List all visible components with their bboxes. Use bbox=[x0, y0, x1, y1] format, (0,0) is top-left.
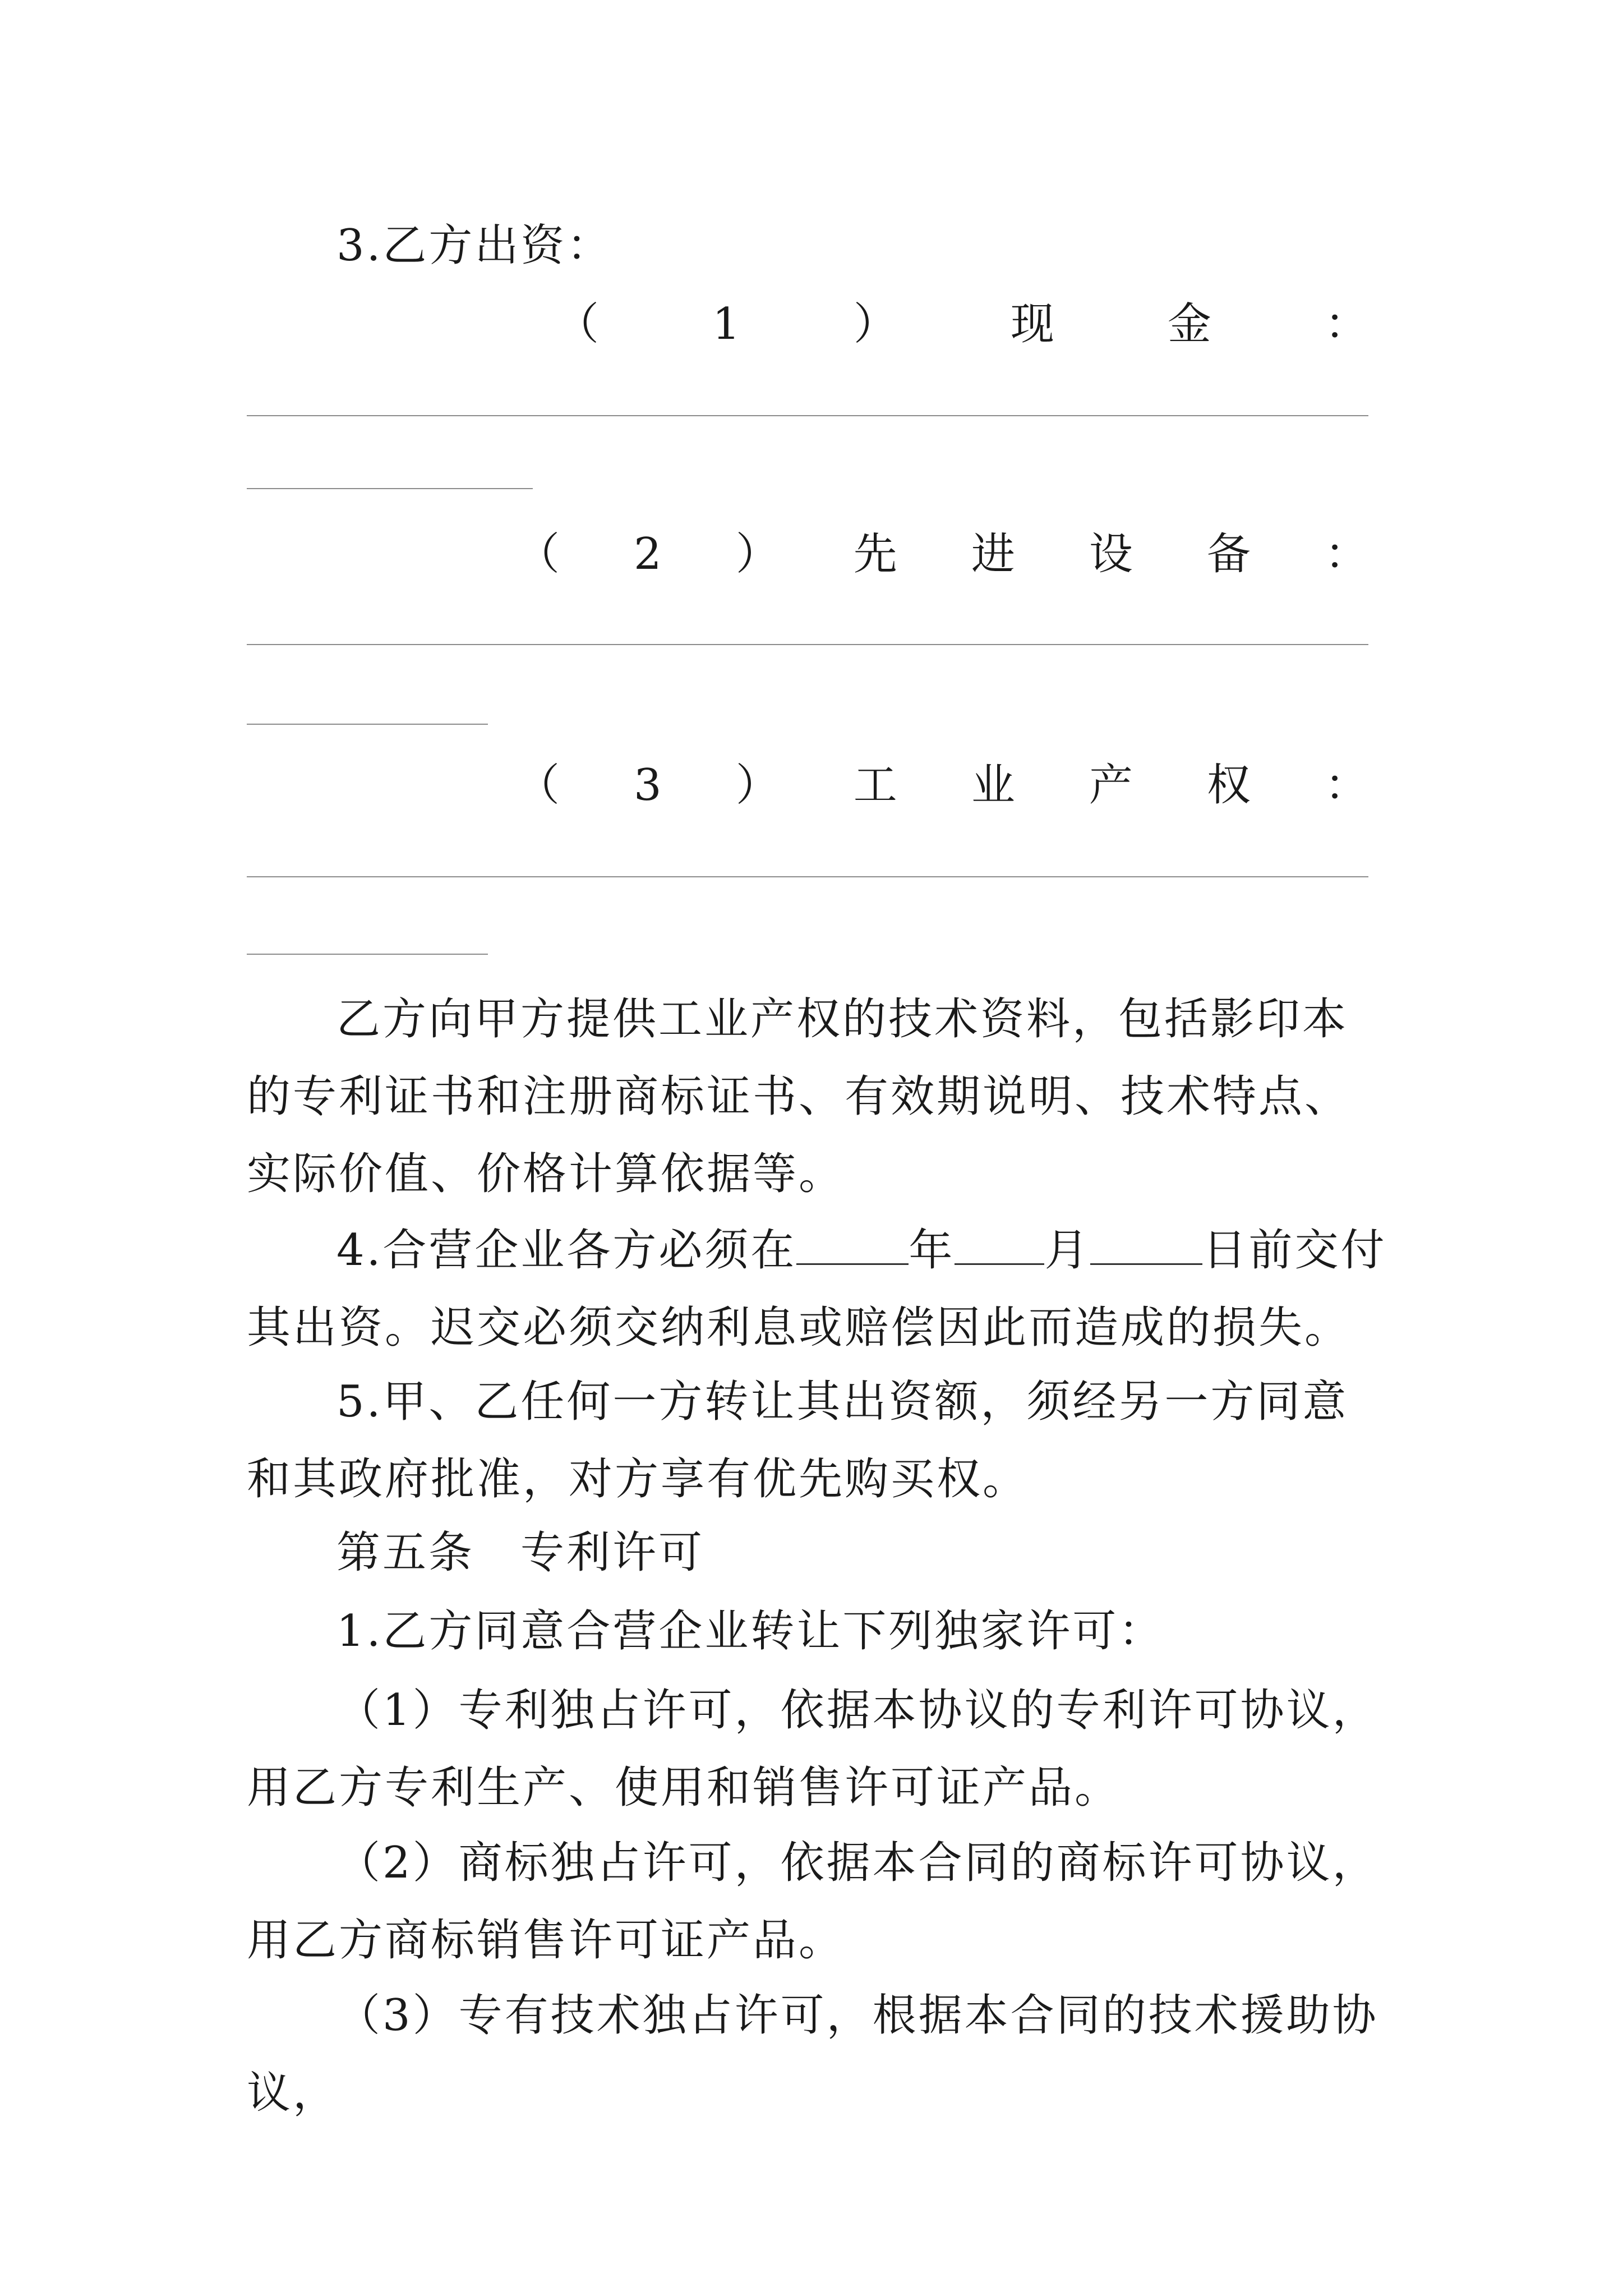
equipment-char-7: ： bbox=[1324, 529, 1368, 579]
equipment-char-4: 进 bbox=[971, 529, 1015, 579]
equipment-char-3: 先 bbox=[853, 529, 897, 579]
month-blank[interactable] bbox=[955, 1224, 1044, 1265]
cash-char-4: 金 bbox=[1167, 299, 1211, 349]
article5-sub2: （2）商标独占许可，依据本合同的商标许可协议，用乙方商标销售许可证产品。 bbox=[247, 1838, 1378, 1966]
article5-p1: 1.乙方同意合营企业转让下列独家许可： bbox=[336, 1606, 1165, 1657]
item3-heading: 3.乙方出资： bbox=[336, 220, 613, 271]
cash-rule-long bbox=[247, 415, 1368, 416]
article5-sub3: （3）专有技术独占许可，根据本合同的技术援助协议， bbox=[247, 1990, 1378, 2118]
equipment-char-0: （ bbox=[516, 529, 560, 579]
ip-char-1: 3 bbox=[634, 760, 662, 811]
equipment-char-1: 2 bbox=[634, 529, 662, 579]
ip-char-6: 权 bbox=[1206, 760, 1251, 811]
cash-char-3: 现 bbox=[1010, 299, 1054, 349]
equipment-char-2: ） bbox=[735, 529, 780, 579]
equipment-char-6: 备 bbox=[1206, 529, 1251, 579]
ip-char-7: ： bbox=[1324, 760, 1368, 811]
equipment-line bbox=[516, 527, 1368, 581]
ip-rule-long bbox=[247, 876, 1368, 877]
cash-char-5: ： bbox=[1324, 299, 1368, 349]
ip-char-0: （ bbox=[516, 760, 560, 811]
ip-rule-short bbox=[247, 954, 488, 955]
item4-paragraph bbox=[247, 1212, 1391, 1366]
article5-sub1: （1）专利独占许可，依据本协议的专利许可协议，用乙方专利生产、使用和销售许可证产品。 bbox=[247, 1685, 1378, 1813]
year-blank[interactable] bbox=[796, 1224, 909, 1265]
day-blank[interactable] bbox=[1090, 1224, 1202, 1265]
cash-line bbox=[555, 297, 1368, 351]
cash-char-2: ） bbox=[853, 299, 897, 349]
cash-char-0: （ bbox=[555, 299, 600, 349]
cash-char-1: 1 bbox=[712, 299, 740, 349]
ip-char-4: 业 bbox=[971, 760, 1015, 811]
ip-char-2: ） bbox=[735, 760, 780, 811]
equipment-rule-short bbox=[247, 724, 488, 725]
ip-note-paragraph: 乙方向甲方提供工业产权的技术资料，包括影印本的专利证书和注册商标证书、有效期说明、技术特点、实际价值、价格计算依据等。 bbox=[247, 994, 1351, 1199]
item4-part2: 日前交付其出资。迟交必须交纳利息或赔偿因此而造成的损失。 bbox=[247, 1225, 1387, 1353]
item4-part1: 4.合营企业各方必须在 bbox=[336, 1225, 797, 1276]
ip-char-3: 工 bbox=[853, 760, 897, 811]
month-label: 月 bbox=[1044, 1225, 1091, 1276]
year-label: 年 bbox=[909, 1225, 955, 1276]
equipment-rule-long bbox=[247, 644, 1368, 645]
equipment-char-5: 设 bbox=[1089, 529, 1133, 579]
ip-line bbox=[516, 758, 1368, 812]
ip-char-5: 产 bbox=[1089, 760, 1133, 811]
cash-rule-short bbox=[247, 488, 533, 489]
item5-paragraph: 5.甲、乙任何一方转让其出资额，须经另一方同意和其政府批准，对方享有优先购买权。 bbox=[247, 1377, 1349, 1504]
article5-title: 第五条 专利许可 bbox=[336, 1527, 705, 1578]
